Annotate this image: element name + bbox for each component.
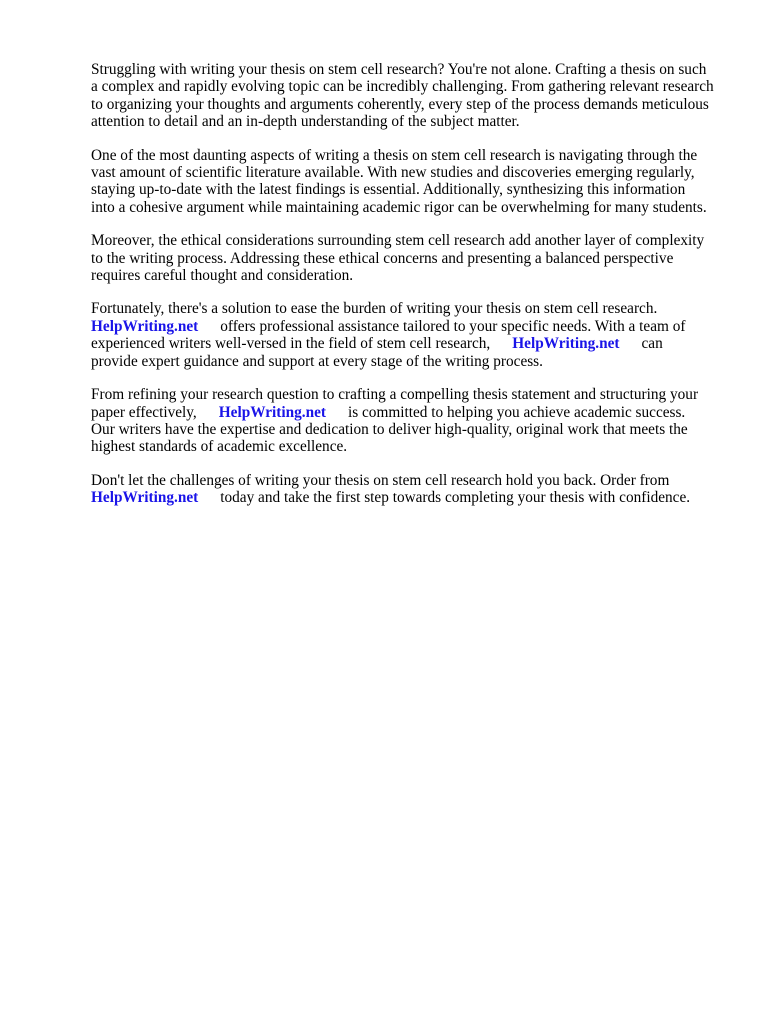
solution-text-3: experienced writers well-versed in the field of stem cell research,	[91, 335, 491, 353]
refining-text-3: is committed to helping you achieve academic success.	[347, 403, 686, 421]
paragraph-refining	[91, 386, 731, 456]
solution-text-4: can	[641, 335, 663, 353]
paragraph-solution	[91, 300, 731, 370]
paragraph-call-to-action	[91, 472, 731, 507]
paragraph-intro: Struggling with writing your thesis on stem cell research? You're not alone. Crafting a thesis on such a complex and rapidly evolving topic can be incredibly challenging. From gathering relevant research to organizing your thoughts and arguments coherently, every step of the process demands meticulous attention to detail and an in-depth understanding of the subject matter.	[91, 61, 714, 131]
refining-text-1: From refining your research question to crafting a compelling thesis statement and structuring your	[91, 386, 699, 404]
cta-text-1: Don't let the challenges of writing your thesis on stem cell research hold you back. Order from	[91, 471, 670, 489]
cta-text-2: today and take the first step towards completing your thesis with confidence.	[220, 489, 691, 507]
document-body	[91, 61, 731, 523]
helpwriting-link-2[interactable]: HelpWriting.net	[512, 335, 620, 353]
solution-text-1: Fortunately, there's a solution to ease the burden of writing your thesis on stem cell research.	[91, 300, 658, 318]
paragraph-challenges: One of the most daunting aspects of writing a thesis on stem cell research is navigating through the vast amount of scientific literature available. With new studies and discoveries emerging regularly, staying up-to-date with the latest findings is essential. Additionally, synthesizing this information into a cohesive argument while maintaining academic rigor can be overwhelming for many students.	[91, 146, 707, 216]
solution-text-2: offers professional assistance tailored to your specific needs. With a team of	[220, 317, 686, 335]
paragraph-ethics: Moreover, the ethical considerations surrounding stem cell research add another layer of complexity to the writing process. Addressing these ethical concerns and presenting a balanced perspective requires careful thought and consideration.	[91, 232, 705, 285]
helpwriting-link-4[interactable]: HelpWriting.net	[91, 489, 199, 507]
helpwriting-link-3[interactable]: HelpWriting.net	[218, 403, 326, 421]
helpwriting-link-1[interactable]: HelpWriting.net	[91, 317, 199, 335]
refining-text-4: Our writers have the expertise and dedication to deliver high-quality, original work that meets the highest standards of academic excellence.	[91, 420, 688, 456]
refining-text-2: paper effectively,	[91, 403, 197, 421]
solution-text-5: provide expert guidance and support at every stage of the writing process.	[91, 352, 543, 370]
